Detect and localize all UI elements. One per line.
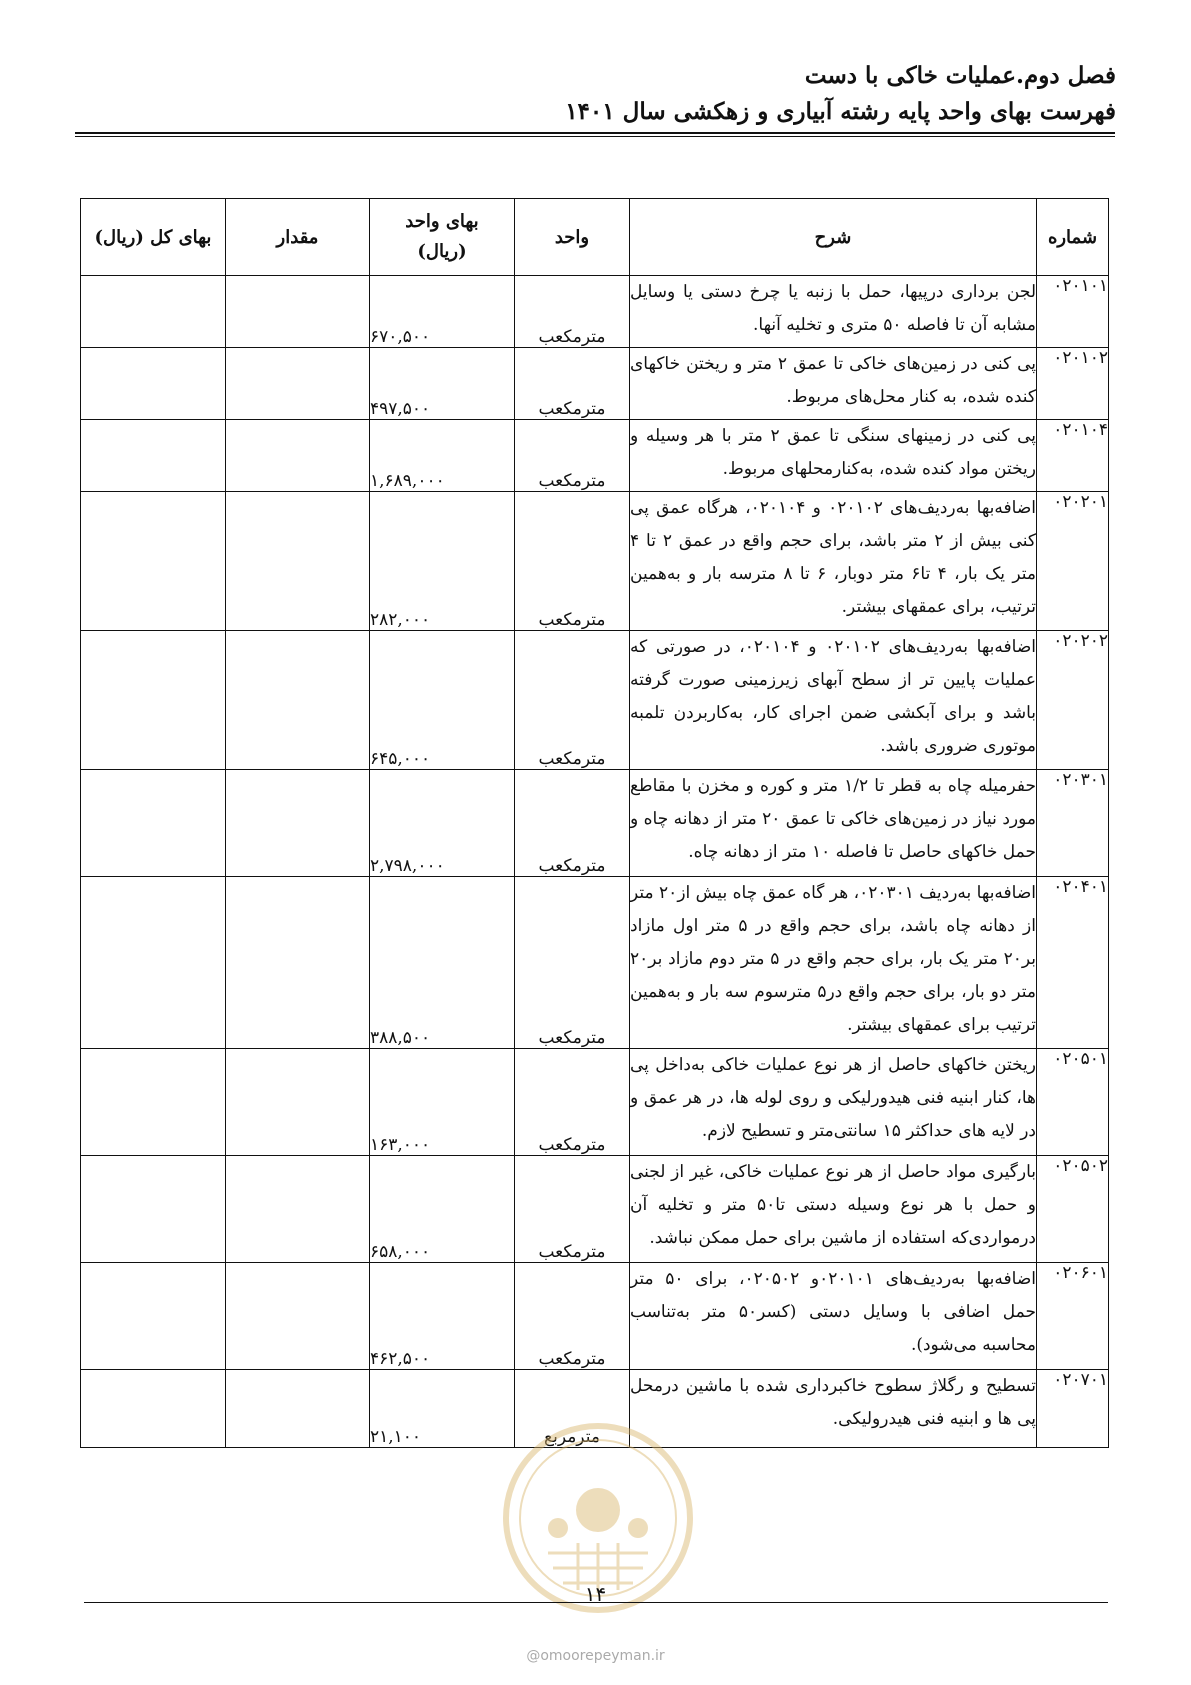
- table-row: [81, 770, 1109, 877]
- col-header-unit: واحد: [515, 199, 630, 276]
- header-rule-thin: [75, 136, 1115, 137]
- watermark-inner-ring: [520, 1440, 676, 1596]
- item-quantity: [226, 1370, 370, 1448]
- item-total-price: [81, 631, 226, 770]
- item-total-price: [81, 276, 226, 348]
- table-row: [81, 276, 1109, 348]
- col-header-total-price: بهای کل (ریال): [81, 199, 226, 276]
- item-code: ۰۲۰۳۰۱: [1037, 770, 1109, 877]
- item-total-price: [81, 877, 226, 1049]
- table-row: [81, 1370, 1109, 1448]
- item-quantity: [226, 770, 370, 877]
- item-code: ۰۲۰۵۰۱: [1037, 1049, 1109, 1156]
- table-row: [81, 420, 1109, 492]
- item-quantity: [226, 1263, 370, 1370]
- col-header-unit-price: [370, 199, 515, 276]
- col-header-quantity: مقدار: [226, 199, 370, 276]
- item-unit-price: ۲۱,۱۰۰: [370, 1370, 515, 1448]
- item-description: لجن برداری درپیها، حمل با زنبه یا چرخ دستی یا وسایل مشابه آن تا فاصله ۵۰ متری و تخلیه آنها.: [630, 276, 1037, 348]
- item-description: پی کنی در زمین‌های خاکی تا عمق ۲ متر و ریختن خاکهای کنده شده، به کنار محل‌های مربوط.: [630, 348, 1037, 420]
- item-total-price: [81, 1156, 226, 1263]
- table-row: [81, 631, 1109, 770]
- table-row: [81, 877, 1109, 1049]
- price-list-table: [80, 198, 1109, 1448]
- item-description: پی کنی در زمینهای سنگی تا عمق ۲ متر با هر وسیله و ریختن مواد کنده شده، به‌کنارمحلهای مربوط.: [630, 420, 1037, 492]
- watermark-right-gear: [628, 1518, 648, 1538]
- item-total-price: [81, 1049, 226, 1156]
- item-description: ریختن خاکهای حاصل از هر نوع عملیات خاکی به‌داخل پی ها، کنار ابنیه فنی هیدورلیکی و روی لوله ها، در هر عمق و در لایه های حداکثر ۱۵ سانتی‌متر و تسطیح لازم.: [630, 1049, 1037, 1156]
- item-unit: مترمربع: [515, 1370, 630, 1448]
- table-row: [81, 492, 1109, 631]
- col-header-code: شماره: [1037, 199, 1109, 276]
- page-number: ۱۴: [584, 1582, 607, 1606]
- item-unit: مترمکعب: [515, 492, 630, 631]
- item-unit-price: ۲۸۲,۰۰۰: [370, 492, 515, 631]
- item-unit-price: ۳۸۸,۵۰۰: [370, 877, 515, 1049]
- table-row: [81, 348, 1109, 420]
- item-quantity: [226, 420, 370, 492]
- item-description: اضافه‌بها به‌ردیف ۰۲۰۳۰۱، هر گاه عمق چاه بیش از۲۰ متر از دهانه چاه باشد، برای حجم واقع در ۵ متر اول مازاد بر۲۰ متر یک بار، برای حجم واقع در ۵ متر دوم مازاد بر۲۰ متر دو بار، برای حجم واقع در۵ مترسوم سه بار و به‌همین ترتیب برای عمقهای بیشتر.: [630, 877, 1037, 1049]
- item-code: ۰۲۰۱۰۲: [1037, 348, 1109, 420]
- item-description: اضافه‌بها به‌ردیف‌های ۰۲۰۱۰۲ و ۰۲۰۱۰۴، در صورتی که عملیات پایین تر از سطح آبهای زیرزمینی صورت گرفته باشد و برای آبکشی ضمن اجرای کار، به‌کاربردن تلمبه موتوری ضروری باشد.: [630, 631, 1037, 770]
- item-code: ۰۲۰۲۰۱: [1037, 492, 1109, 631]
- item-unit-price: ۴۹۷,۵۰۰: [370, 348, 515, 420]
- item-code: ۰۲۰۶۰۱: [1037, 1263, 1109, 1370]
- item-quantity: [226, 1049, 370, 1156]
- item-total-price: [81, 770, 226, 877]
- document-title: فهرست بهای واحد پایه رشته آبیاری و زهکشی سال ۱۴۰۱: [565, 98, 1116, 125]
- table-header-row: [81, 199, 1109, 276]
- item-unit-price: ۴۶۲,۵۰۰: [370, 1263, 515, 1370]
- item-unit-price: ۶۷۰,۵۰۰: [370, 276, 515, 348]
- item-unit: مترمکعب: [515, 348, 630, 420]
- item-unit: مترمکعب: [515, 1156, 630, 1263]
- item-code: ۰۲۰۱۰۱: [1037, 276, 1109, 348]
- item-description: بارگیری مواد حاصل از هر نوع عملیات خاکی، غیر از لجنی و حمل با هر نوع وسیله دستی تا۵۰ متر و تخلیه آن درمواردی‌که استفاده از ماشین برای حمل ممکن نباشد.: [630, 1156, 1037, 1263]
- header-rule-thick: [75, 132, 1115, 134]
- table-row: [81, 1263, 1109, 1370]
- watermark-center-gear: [576, 1488, 620, 1532]
- item-total-price: [81, 420, 226, 492]
- item-quantity: [226, 348, 370, 420]
- table-row: [81, 1156, 1109, 1263]
- item-unit-price: ۶۵۸,۰۰۰: [370, 1156, 515, 1263]
- item-total-price: [81, 492, 226, 631]
- item-code: ۰۲۰۷۰۱: [1037, 1370, 1109, 1448]
- item-quantity: [226, 276, 370, 348]
- watermark-left-gear: [548, 1518, 568, 1538]
- table-row: [81, 1049, 1109, 1156]
- item-total-price: [81, 1370, 226, 1448]
- item-unit-price: ۱,۶۸۹,۰۰۰: [370, 420, 515, 492]
- item-total-price: [81, 348, 226, 420]
- item-description: تسطیح و رگلاژ سطوح خاکبرداری شده با ماشین درمحل پی ها و ابنیه فنی هیدرولیکی.: [630, 1370, 1037, 1448]
- item-total-price: [81, 1263, 226, 1370]
- item-code: ۰۲۰۵۰۲: [1037, 1156, 1109, 1263]
- item-unit: مترمکعب: [515, 770, 630, 877]
- website-watermark: @omoorepeyman.ir: [526, 1648, 665, 1664]
- item-quantity: [226, 631, 370, 770]
- item-description: اضافه‌بها به‌ردیف‌های ۰۲۰۱۰۲ و ۰۲۰۱۰۴، هرگاه عمق پی کنی بیش از ۲ متر باشد، برای حجم واقع در عمق ۲ تا ۴ متر یک بار، ۴ تا۶ متر دوبار، ۶ تا ۸ مترسه بار و به‌همین ترتیب، برای عمقهای بیشتر.: [630, 492, 1037, 631]
- item-unit-price: ۶۴۵,۰۰۰: [370, 631, 515, 770]
- item-code: ۰۲۰۲۰۲: [1037, 631, 1109, 770]
- page-header: [76, 58, 1116, 130]
- item-unit: مترمکعب: [515, 420, 630, 492]
- item-unit-price: ۲,۷۹۸,۰۰۰: [370, 770, 515, 877]
- item-quantity: [226, 492, 370, 631]
- item-unit-price: ۱۶۳,۰۰۰: [370, 1049, 515, 1156]
- unit-price-currency: (ریال): [417, 241, 467, 262]
- item-unit: مترمکعب: [515, 877, 630, 1049]
- footer-rule: [84, 1602, 1108, 1603]
- item-quantity: [226, 877, 370, 1049]
- item-description: حفرمیله چاه به قطر تا ۱/۲ متر و کوره و مخزن با مقاطع مورد نیاز در زمین‌های خاکی تا عمق ۲۰ متر از دهانه چاه و حمل خاکهای حاصل تا فاصله ۱۰ متر از دهانه چاه.: [630, 770, 1037, 877]
- item-unit: مترمکعب: [515, 1263, 630, 1370]
- item-unit: مترمکعب: [515, 276, 630, 348]
- col-header-description: شرح: [630, 199, 1037, 276]
- unit-price-label: بهای واحد: [405, 211, 479, 232]
- item-code: ۰۲۰۱۰۴: [1037, 420, 1109, 492]
- item-quantity: [226, 1156, 370, 1263]
- item-code: ۰۲۰۴۰۱: [1037, 877, 1109, 1049]
- item-description: اضافه‌بها به‌ردیف‌های ۰۲۰۱۰۱و ۰۲۰۵۰۲، برای ۵۰ متر حمل اضافی با وسایل دستی (کسر۵۰ متر به‌تناسب محاسبه می‌شود).: [630, 1263, 1037, 1370]
- item-unit: مترمکعب: [515, 631, 630, 770]
- item-unit: مترمکعب: [515, 1049, 630, 1156]
- chapter-title: فصل دوم.عملیات خاکی با دست: [804, 62, 1116, 89]
